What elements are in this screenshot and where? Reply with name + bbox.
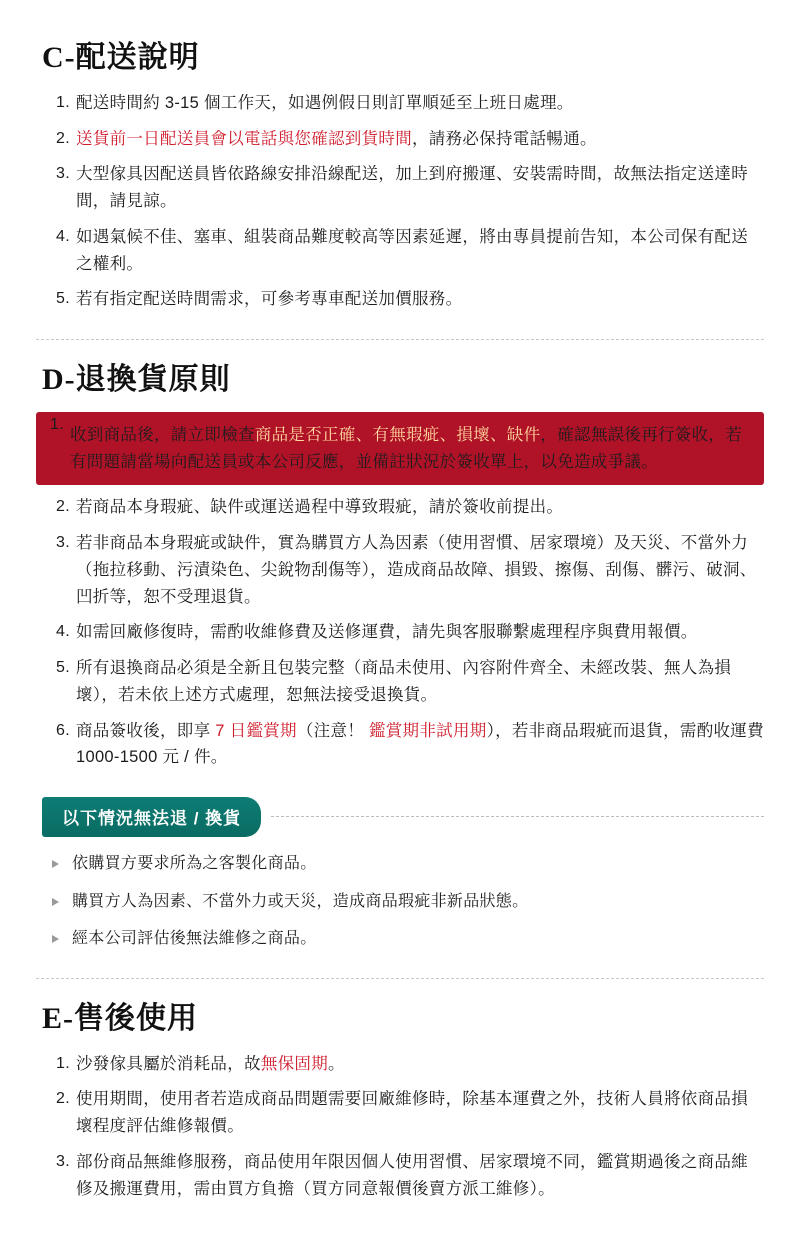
- list-item-text: 如需回廠修復時，需酌收維修費及送修運費，請先與客服聯繫處理程序與費用報價。: [76, 623, 698, 642]
- highlight-pre: 收到商品後，請立即檢查: [70, 426, 255, 445]
- section-return-policy: [36, 354, 764, 952]
- list-item: [42, 718, 764, 771]
- list-item-text: 若有指定配送時間需求，可參考專車配送加價服務。: [76, 290, 463, 309]
- list-item-text: 大型傢具因配送員皆依路線安排沿線配送，加上到府搬運、安裝需時間，故無法指定送達時間，請見諒。: [76, 165, 748, 211]
- list-item-text-red: 送貨前一日配送員會以電話與您確認到貨時間: [76, 129, 412, 148]
- list-item: [42, 530, 764, 610]
- list-item-text: 部份商品無維修服務，商品使用年限因個人使用習慣、居家環境不同，鑑賞期過後之商品維修及搬運費用，需由買方負擔（買方同意報價後賣方派工維修）。: [76, 1152, 748, 1198]
- highlight-accent: 商品是否正確、有無瑕疵、損壞、缺件: [254, 426, 541, 445]
- no-return-bullets: [36, 851, 764, 952]
- item-pre: 沙發傢具屬於消耗品，故: [76, 1054, 261, 1073]
- item-accent-2: 鑑賞期非試用期: [368, 721, 487, 740]
- item-post: ），若非商品瑕疵而退貨，需酌收運費 1000-1500 元 / 件。: [76, 721, 764, 767]
- list-item: [42, 1086, 764, 1139]
- section-e-list: [36, 1051, 764, 1203]
- list-item-text: 若非商品本身瑕疵或缺件，實為購買方人為因素（使用習慣、居家環境）及天災、不當外力（拖拉移動、污漬染色、尖銳物刮傷等），造成商品故障、損毀、擦傷、刮傷、髒污、破洞、凹折等，恕不受理退貨。: [76, 534, 757, 606]
- bullet-text: 經本公司評估後無法維修之商品。: [72, 930, 317, 948]
- list-item-highlighted: [36, 412, 764, 485]
- highlight-post: ，確認無誤後再行簽收，若有問題請當場向配送員或本公司反應，並備註狀況於簽收單上，以免造成爭議。: [70, 426, 743, 471]
- item-mid: （注意！: [296, 721, 369, 740]
- list-item-text: 使用期間，使用者若造成商品問題需要回廠維修時，除基本運費之外，技術人員將依商品損壞程度評估維修報價。: [76, 1090, 748, 1136]
- list-item: [50, 851, 764, 877]
- section-after-sales: [36, 993, 764, 1203]
- section-divider: [36, 339, 764, 340]
- bullet-text: 購買方人為因素、不當外力或天災，造成商品瑕疵非新品狀態。: [72, 892, 529, 910]
- list-item-text: 配送時間約 3-15 個工作天，如遇例假日則訂單順延至上班日處理。: [76, 94, 574, 112]
- list-item: [42, 286, 764, 313]
- list-item: [50, 889, 764, 915]
- list-item: [42, 90, 764, 117]
- no-return-tag-row: [42, 797, 764, 837]
- item-post: 。: [328, 1054, 345, 1073]
- bullet-text: 依購買方要求所為之客製化商品。: [72, 854, 317, 872]
- list-item: [42, 1051, 764, 1078]
- item-pre: 商品簽收後，即享: [76, 721, 216, 740]
- item-accent: 7 日鑑賞期: [215, 721, 297, 740]
- item-accent: 無保固期: [260, 1054, 329, 1073]
- list-item: [42, 224, 764, 277]
- list-item: [42, 619, 764, 646]
- list-item: [42, 494, 764, 521]
- list-item: [42, 126, 764, 153]
- no-return-tag: 以下情況無法退 / 換貨: [42, 797, 261, 837]
- list-item: [42, 161, 764, 214]
- list-item-text: 若商品本身瑕疵、缺件或運送過程中導致瑕疵，請於簽收前提出。: [76, 498, 564, 517]
- tag-trailing-line: [271, 816, 764, 817]
- section-c-title: C-配送說明: [42, 41, 200, 74]
- list-item-text: 所有退換商品必須是全新且包裝完整（商品未使用、內容附件齊全、未經改裝、無人為損壞），若未依上述方式處理，恕無法接受退換貨。: [76, 659, 732, 704]
- list-item: [42, 1149, 764, 1202]
- section-e-title: E-售後使用: [42, 1001, 198, 1035]
- section-c-list: [36, 90, 764, 313]
- section-d-list: [36, 412, 764, 771]
- list-item-text: ，請務必保持電話暢通。: [412, 129, 597, 148]
- list-item: [42, 655, 764, 708]
- list-item: [50, 926, 764, 952]
- list-item-text: 如遇氣候不佳、塞車、組裝商品難度較高等因素延遲，將由專員提前告知，本公司保有配送之權利。: [76, 227, 748, 273]
- section-d-title: D-退換貨原則: [42, 363, 231, 397]
- section-divider-2: [36, 978, 764, 979]
- section-delivery: [36, 32, 764, 313]
